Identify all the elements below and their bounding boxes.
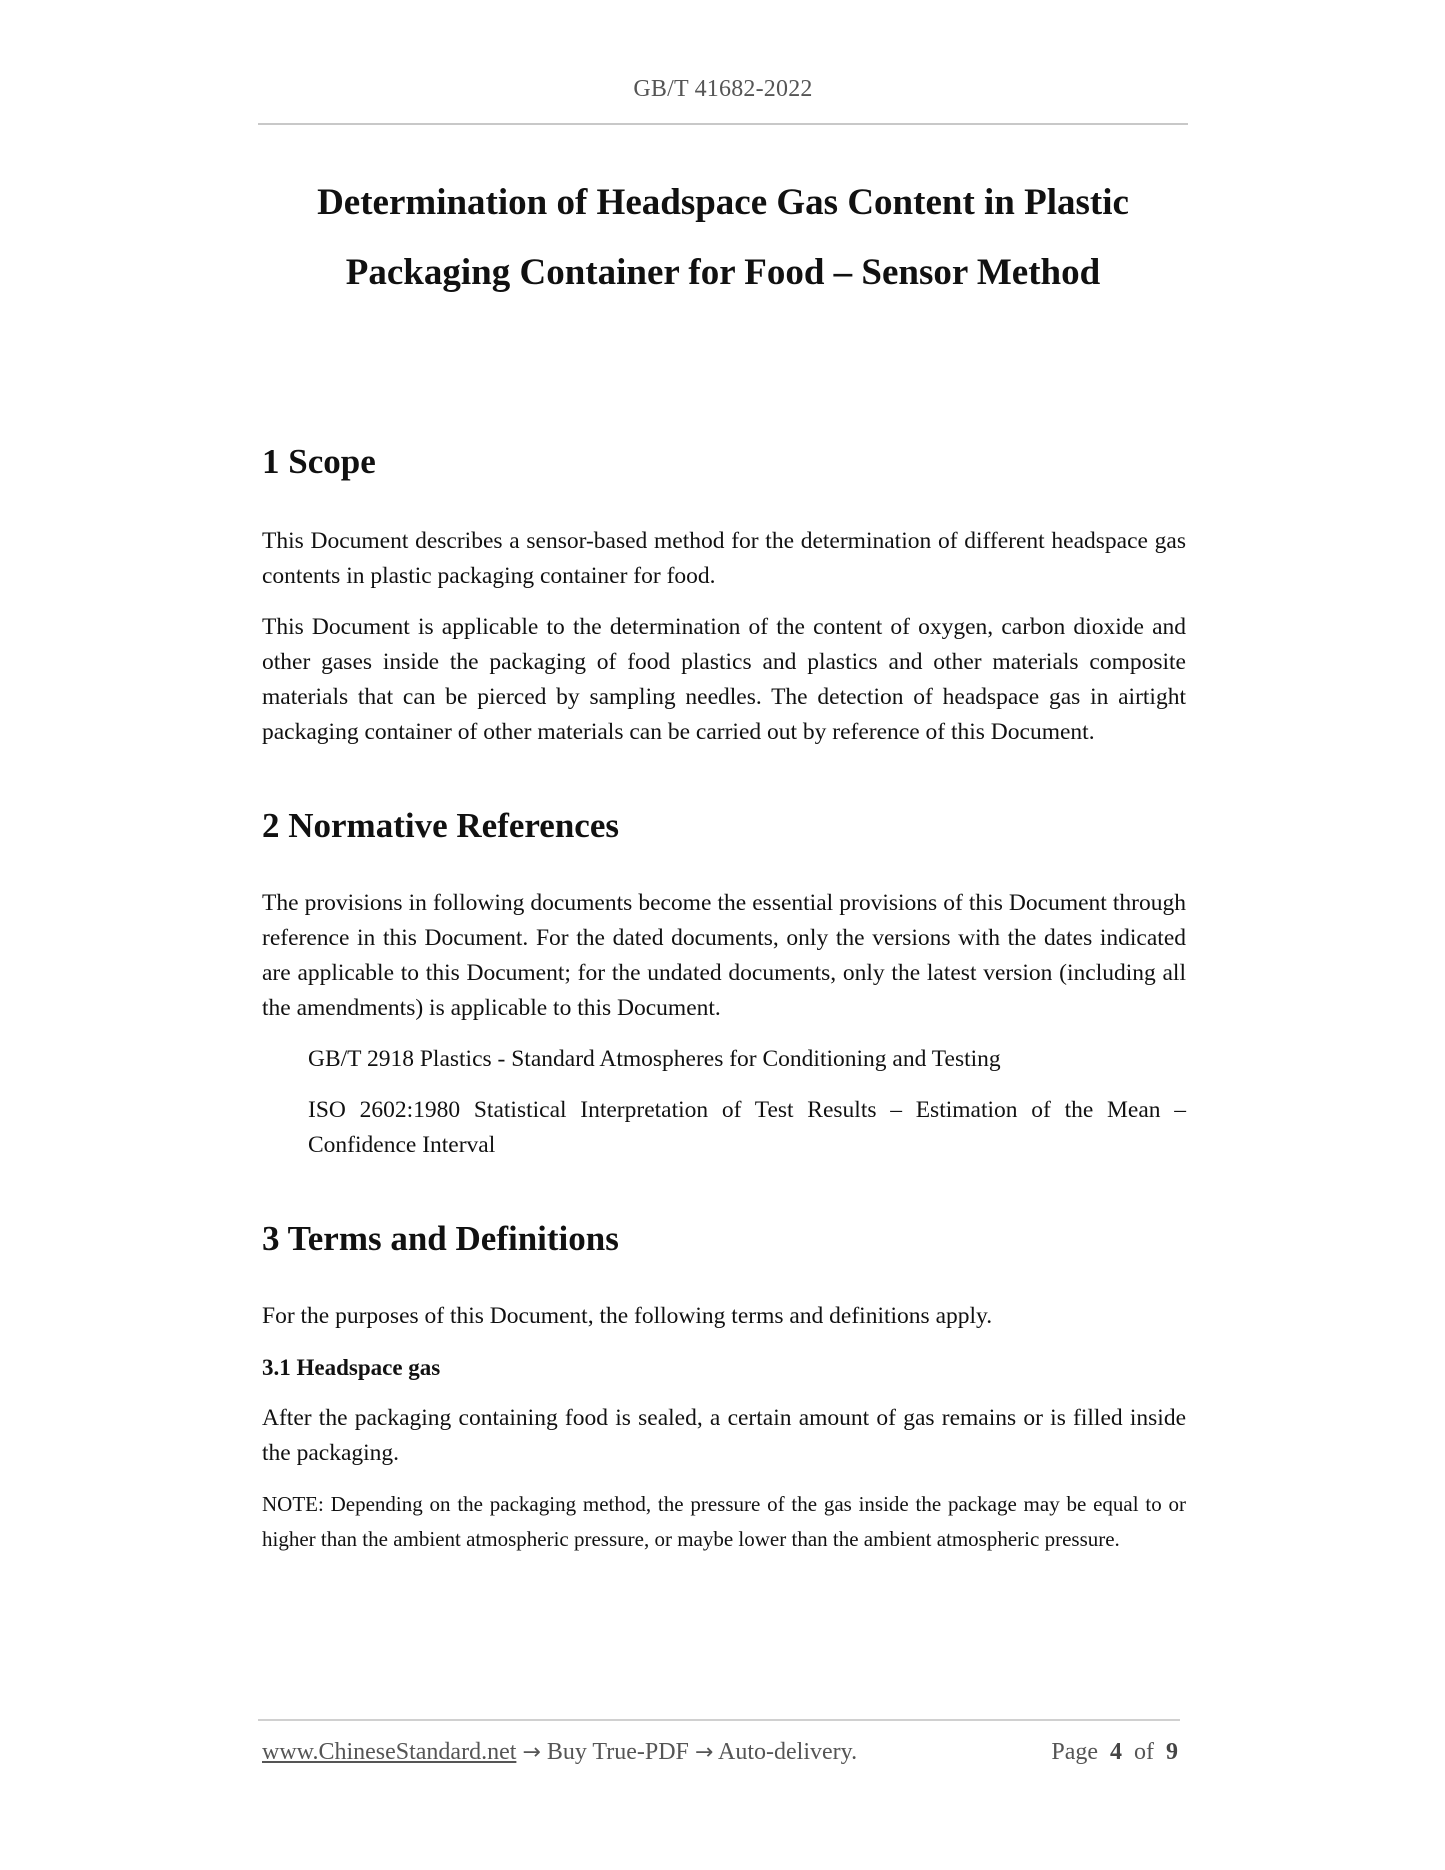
page-number <box>1051 1735 1178 1769</box>
footer-promo <box>262 1735 857 1770</box>
reference-item-gbt-2918: GB/T 2918 Plastics - Standard Atmospheres for Conditioning and Testing <box>308 1046 1001 1072</box>
term-heading-headspace-gas: 3.1 Headspace gas <box>262 1355 441 1380</box>
page-header: GB/T 41682-2022 <box>633 76 813 102</box>
title-line-1: Determination of Headspace Gas Content in Plastic <box>317 182 1129 223</box>
section-heading-scope: 1 Scope <box>262 442 376 481</box>
title-line-2: Packaging Container for Food – Sensor Method <box>345 252 1101 293</box>
arrow-right-icon: → <box>522 1740 541 1765</box>
normative-paragraph: The provisions in following documents become the essential provisions of this Document through reference in this Document. For the dated documents, only the versions with the dates indicated are applicable to this Document; for the undated documents, only the latest version (including all the amendments) is applicable to this Document. <box>262 890 1186 1021</box>
section-heading-terms-definitions: 3 Terms and Definitions <box>262 1219 619 1258</box>
of-label: of <box>1134 1739 1154 1765</box>
scope-paragraph-1: This Document describes a sensor-based method for the determination of different headspace gas contents in plastic packaging container for food. <box>262 528 1186 589</box>
term-note: NOTE: Depending on the packaging method, the pressure of the gas inside the package may be equal to or higher than the ambient atmospheric pressure, or maybe lower than the ambient atmospheric pressure. <box>262 1492 1186 1551</box>
total-pages: 9 <box>1166 1739 1178 1765</box>
term-definition: After the packaging containing food is sealed, a certain amount of gas remains or is filled inside the packaging. <box>262 1405 1186 1466</box>
reference-item-iso-2602: ISO 2602:1980 Statistical Interpretation of Test Results – Estimation of the Mean – Confidence Interval <box>308 1097 1186 1158</box>
current-page: 4 <box>1110 1739 1122 1765</box>
document-title <box>258 168 1188 308</box>
section-heading-normative-references: 2 Normative References <box>262 806 619 845</box>
page-label: Page <box>1051 1739 1098 1765</box>
auto-delivery-text: Auto-delivery. <box>718 1739 858 1765</box>
chinesestandard-link[interactable]: www.ChineseStandard.net <box>262 1739 517 1765</box>
terms-intro-paragraph: For the purposes of this Document, the following terms and definitions apply. <box>262 1303 993 1329</box>
header-divider <box>258 123 1188 125</box>
arrow-right-icon: → <box>694 1740 714 1765</box>
document-body <box>262 440 1186 1557</box>
scope-paragraph-2: This Document is applicable to the determination of the content of oxygen, carbon dioxide and other gases inside the packaging of food plastics and plastics and other materials composite materials that can be pierced by sampling needles. The detection of headspace gas in airtight packaging container of other materials can be carried out by reference of this Document. <box>262 614 1186 745</box>
footer-divider <box>258 1719 1180 1721</box>
buy-true-pdf-text: Buy True-PDF <box>546 1739 689 1765</box>
